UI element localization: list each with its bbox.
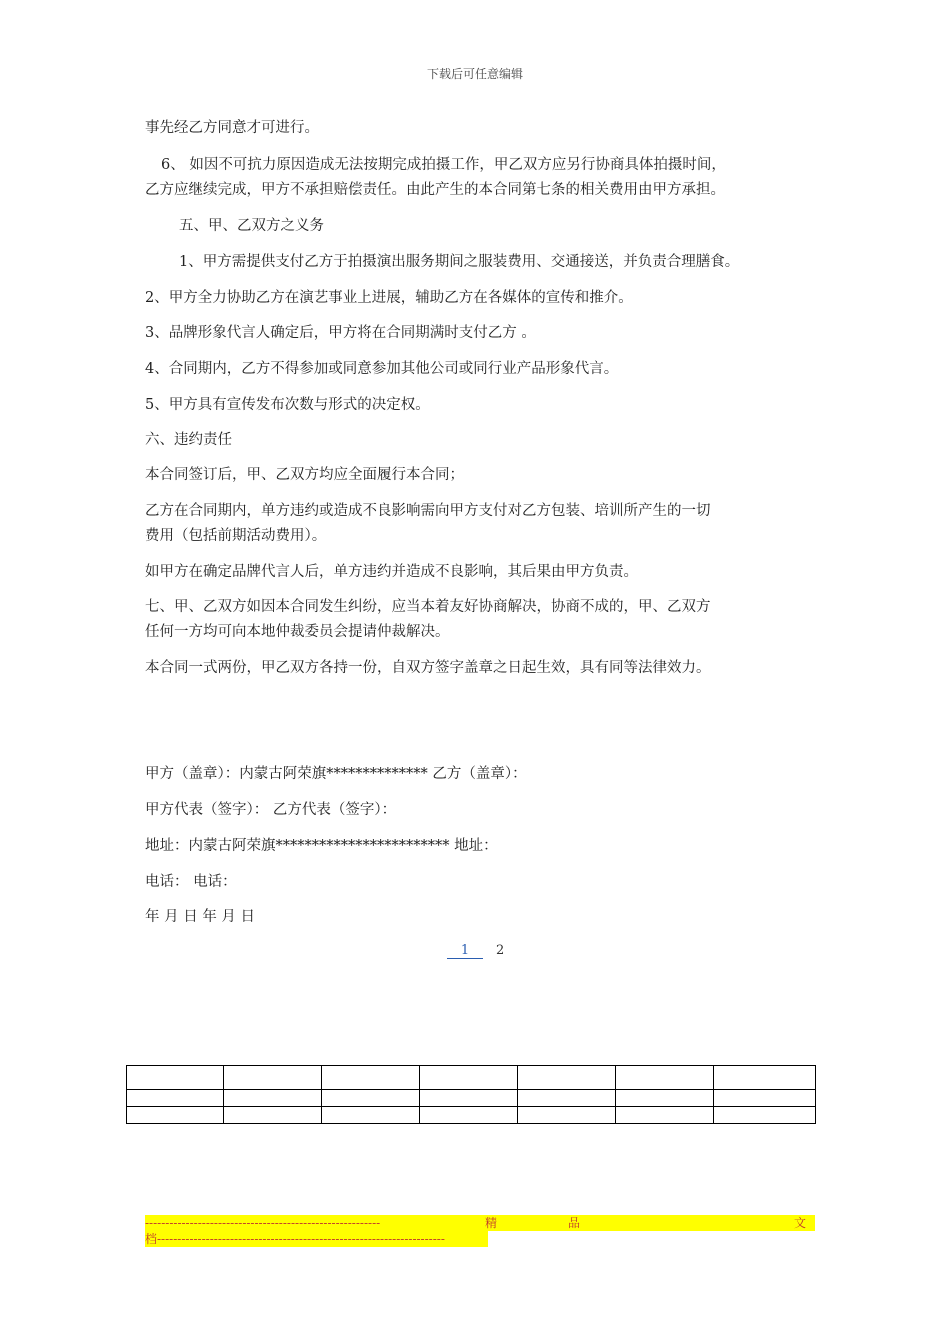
footer-char: 精 xyxy=(485,1216,498,1230)
table-cell xyxy=(224,1090,322,1107)
table-cell xyxy=(714,1107,816,1124)
signature-phone-line: 电话： 电话： xyxy=(145,874,237,890)
dispute-line-2: 任何一方均可向本地仲裁委员会提请仲裁解决。 xyxy=(145,624,450,640)
section-heading-liability: 六、违约责任 xyxy=(145,432,232,448)
table-cell xyxy=(518,1066,616,1090)
signature-date-line: 年 月 日 年 月 日 xyxy=(145,909,256,925)
table-row xyxy=(127,1107,816,1124)
table-cell xyxy=(127,1107,224,1124)
table-cell xyxy=(420,1090,518,1107)
table-cell xyxy=(420,1066,518,1090)
clause-6-line-1: 6、 如因不可抗力原因造成无法按期完成拍摄工作，甲乙双方应另行协商具体拍摄时间， xyxy=(161,157,726,173)
footer-line-1 xyxy=(145,1215,815,1231)
signature-seal-line: 甲方（盖章）：内蒙古阿荣旗************** 乙方（盖章）： xyxy=(145,766,527,782)
table-cell xyxy=(714,1066,816,1090)
section-heading-obligations: 五、甲、乙双方之义务 xyxy=(179,218,324,234)
footer-line-2-text: 档----------------------------------------------------------------------- xyxy=(145,1232,445,1246)
table-cell xyxy=(616,1066,714,1090)
signature-representative-line: 甲方代表（签字）： 乙方代表（签字）： xyxy=(145,802,397,818)
table-cell xyxy=(616,1090,714,1107)
obligation-item-5: 5、甲方具有宣传发布次数与形式的决定权。 xyxy=(145,397,430,413)
table-row xyxy=(127,1066,816,1090)
page-link-2[interactable]: 2 xyxy=(496,943,505,958)
effectiveness-line: 本合同一式两份，甲乙双方各持一份，自双方签字盖章之日起生效，具有同等法律效力。 xyxy=(145,660,711,676)
table-row xyxy=(127,1090,816,1107)
table-cell xyxy=(127,1090,224,1107)
table-cell xyxy=(322,1090,420,1107)
signature-address-line: 地址：内蒙古阿荣旗************************ 地址： xyxy=(145,838,498,854)
footer-char: 品 xyxy=(568,1216,581,1230)
page-header: 下载后可任意编辑 xyxy=(426,67,523,81)
obligation-item-3: 3、品牌形象代言人确定后，甲方将在合同期满时支付乙方 。 xyxy=(145,325,536,341)
footer-line-2 xyxy=(145,1231,488,1247)
liability-line-2: 乙方在合同期内，单方违约或造成不良影响需向甲方支付对乙方包装、培训所产生的一切 xyxy=(145,503,711,519)
clause-6-line-2: 乙方应继续完成，甲方不承担赔偿责任。由此产生的本合同第七条的相关费用由甲方承担。 xyxy=(145,182,725,198)
table-cell xyxy=(420,1107,518,1124)
table-cell xyxy=(518,1107,616,1124)
table-cell xyxy=(224,1066,322,1090)
dispute-line-1: 七、甲、乙双方如因本合同发生纠纷，应当本着友好协商解决，协商不成的，甲、乙双方 xyxy=(145,599,711,615)
footer-dashes: ---------------------------------------------------------- xyxy=(145,1216,381,1230)
footer-char: 文 xyxy=(794,1216,807,1230)
table-cell xyxy=(714,1090,816,1107)
table-cell xyxy=(322,1107,420,1124)
table-cell xyxy=(518,1090,616,1107)
highlighted-footer xyxy=(145,1215,815,1247)
obligation-item-4: 4、合同期内，乙方不得参加或同意参加其他公司或同行业产品形象代言。 xyxy=(145,361,619,377)
table-cell xyxy=(616,1107,714,1124)
obligation-item-2: 2、甲方全力协助乙方在演艺事业上进展，辅助乙方在各媒体的宣传和推介。 xyxy=(145,290,633,306)
table-cell xyxy=(322,1066,420,1090)
page-link-1[interactable]: 1 xyxy=(447,943,483,959)
paragraph-line: 事先经乙方同意才可进行。 xyxy=(145,120,319,136)
table-cell xyxy=(224,1107,322,1124)
liability-line-1: 本合同签订后，甲、乙双方均应全面履行本合同； xyxy=(145,467,464,483)
empty-table xyxy=(126,1065,816,1124)
table-cell xyxy=(127,1066,224,1090)
obligation-item-1: 1、甲方需提供支付乙方于拍摄演出服务期间之服装费用、交通接送，并负责合理膳食。 xyxy=(179,254,740,270)
liability-line-3: 费用（包括前期活动费用）。 xyxy=(145,528,327,544)
liability-line-4: 如甲方在确定品牌代言人后，单方违约并造成不良影响，其后果由甲方负责。 xyxy=(145,564,638,580)
